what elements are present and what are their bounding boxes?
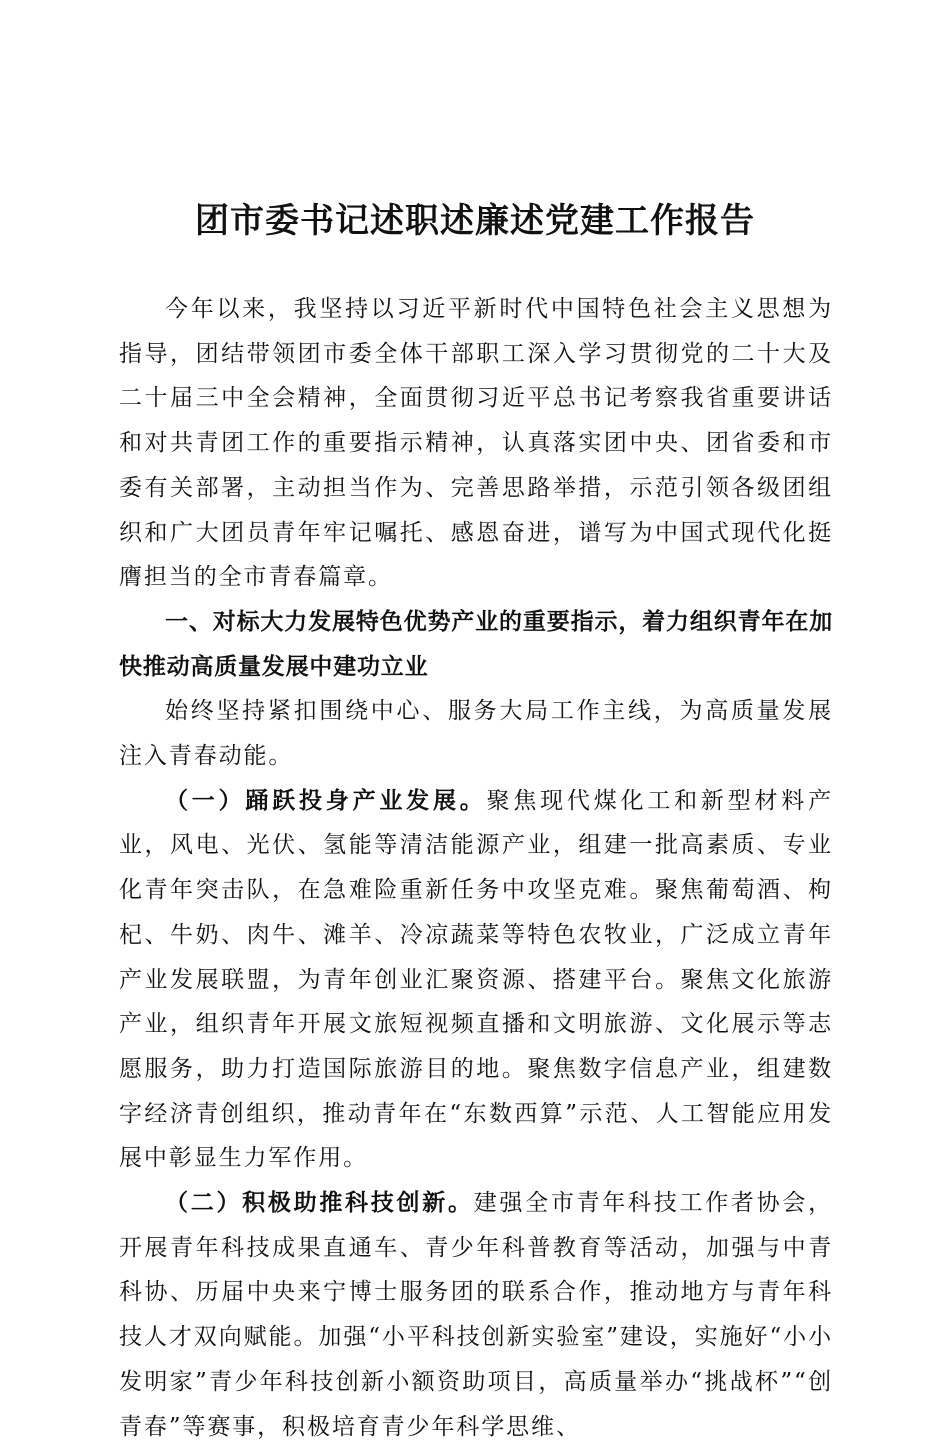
document-title: 团市委书记述职述廉述党建工作报告 — [195, 201, 755, 241]
section-lead-paragraph: 始终坚持紧扣围绕中心、服务大局工作主线，为高质量发展注入青春动能。 — [119, 698, 833, 770]
item-2-title: （二）积极助推科技创新。 — [165, 1189, 474, 1217]
document-body — [119, 287, 833, 1449]
section-heading-1: 一、对标大力发展特色优势产业的重要指示，着力组织青年在加快推动高质量发展中建功立业 — [119, 608, 833, 680]
intro-paragraph: 今年以来，我坚持以习近平新时代中国特色社会主义思想为指导，团结带领团市委全体干部职工深入学习贯彻党的二十大及二十届三中全会精神，全面贯彻习近平总书记考察我省重要讲话和对共青团工作的重要指示精神，认真落实团中央、团省委和市委有关部署，主动担当作为、完善思路举措，示范引领各级团组织和广大团员青年牢记嘱托、感恩奋进，谱写为中国式现代化挺膺担当的全市青春篇章。 — [119, 296, 833, 591]
item-2-paragraph — [119, 1181, 833, 1449]
item-1-body: 聚焦现代煤化工和新型材料产业，风电、光伏、氢能等清洁能源产业，组建一批高素质、专业化青年突击队，在急难险重新任务中攻坚克难。聚焦葡萄酒、枸杞、牛奶、肉牛、滩羊、冷凉蔬菜等特色农牧业，广泛成立青年产业发展联盟，为青年创业汇聚资源、搭建平台。聚焦文化旅游产业，组织青年开展文旅短视频直播和文明旅游、文化展示等志愿服务，助力打造国际旅游目的地。聚焦数字信息产业，组建数字经济青创组织，推动青年在“东数西算”示范、人工智能应用发展中彰显生力军作用。 — [119, 787, 833, 1172]
item-1-paragraph — [119, 779, 833, 1181]
item-1-title: （一）踊跃投身产业发展。 — [165, 786, 487, 814]
item-2-body: 建强全市青年科技工作者协会，开展青年科技成果直通车、青少年科普教育等活动，加强与中青科协、历届中央来宁博士服务团的联系合作，推动地方与青年科技人才双向赋能。加强“小平科技创新实验室”建设，实施好“小小发明家”青少年科技创新小额资助项目，高质量举办“挑战杯”“创青春”等赛事，积极培育青少年科学思维、 — [119, 1190, 833, 1440]
